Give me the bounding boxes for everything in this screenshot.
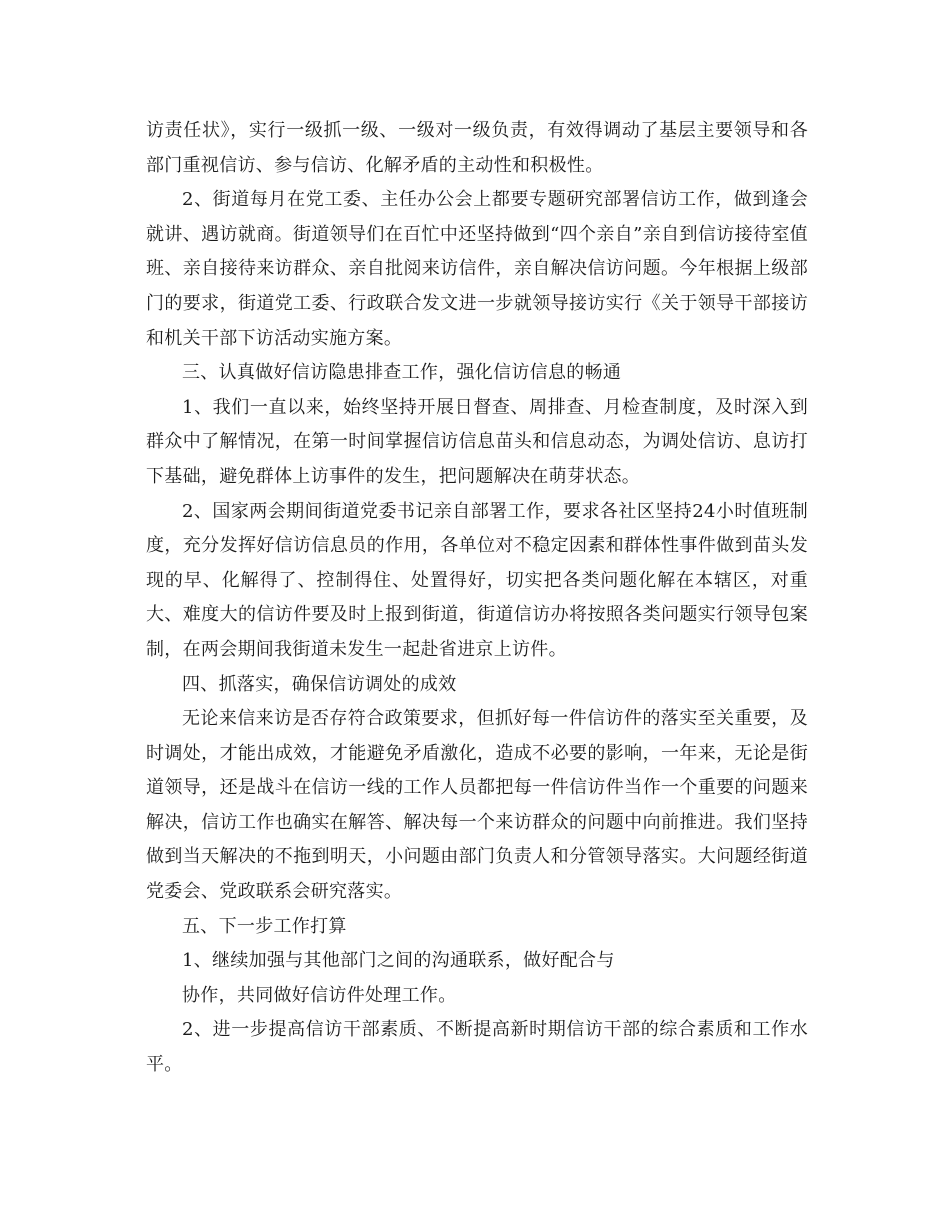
section-heading-5: 五、下一步工作打算	[182, 915, 347, 937]
section-heading-4: 四、抓落实，确保信访调处的成效	[182, 673, 457, 695]
document-body	[146, 114, 808, 1083]
paragraph-7: 无论来信来访是否存符合政策要求，但抓好每一件信访件的落实至关重要，及时调处，才能出成效，才能避免矛盾激化，造成不必要的影响，一年来，无论是街道领导，还是战斗在信访一线的工作人员都把每一件信访件当作一个重要的问题来解决，信访工作也确实在解答、解决每一个来访群众的问题中向前推进。我们坚持做到当天解决的不拖到明天，小问题由部门负责人和分管领导落实。大问题经街道党委会、党政联系会研究落实。	[146, 708, 808, 903]
paragraph-11: 2、进一步提高信访干部素质、不断提高新时期信访干部的综合素质和工作水平。	[146, 1019, 808, 1076]
paragraph-2: 2、街道每月在党工委、主任办公会上都要专题研究部署信访工作，做到逢会就讲、遇访就商。街道领导们在百忙中还坚持做到“四个亲自”亲自到信访接待室值班、亲自接待来访群众、亲自批阅来访信件，亲自解决信访问题。今年根据上级部门的要求，街道党工委、行政联合发文进一步就领导接访实行《关于领导干部接访和机关干部下访活动实施方案。	[146, 189, 808, 349]
paragraph-1: 访责任状》，实行一级抓一级、一级对一级负责，有效得调动了基层主要领导和各部门重视信访、参与信访、化解矛盾的主动性和积极性。	[146, 120, 808, 176]
paragraph-4: 1、我们一直以来，始终坚持开展日督查、周排查、月检查制度，及时深入到群众中了解情况，在第一时间掌握信访信息苗头和信息动态，为调处信访、息访打下基础，避免群体上访事件的发生，把问题解决在萌芽状态。	[146, 396, 808, 487]
paragraph-9: 1、继续加强与其他部门之间的沟通联系，做好配合与	[182, 950, 615, 972]
paragraph-10: 协作，共同做好信访件处理工作。	[182, 984, 457, 1006]
section-heading-3: 三、认真做好信访隐患排查工作，强化信访信息的畅通	[182, 362, 622, 384]
paragraph-5: 2、国家两会期间街道党委书记亲自部署工作，要求各社区坚持24小时值班制度，充分发挥好信访信息员的作用，各单位对不稳定因素和群体性事件做到苗头发现的早、化解得了、控制得住、处置得好，切实把各类问题化解在本辖区，对重大、难度大的信访件要及时上报到街道，街道信访办将按照各类问题实行领导包案制，在两会期间我街道未发生一起赴省进京上访件。	[146, 500, 808, 660]
